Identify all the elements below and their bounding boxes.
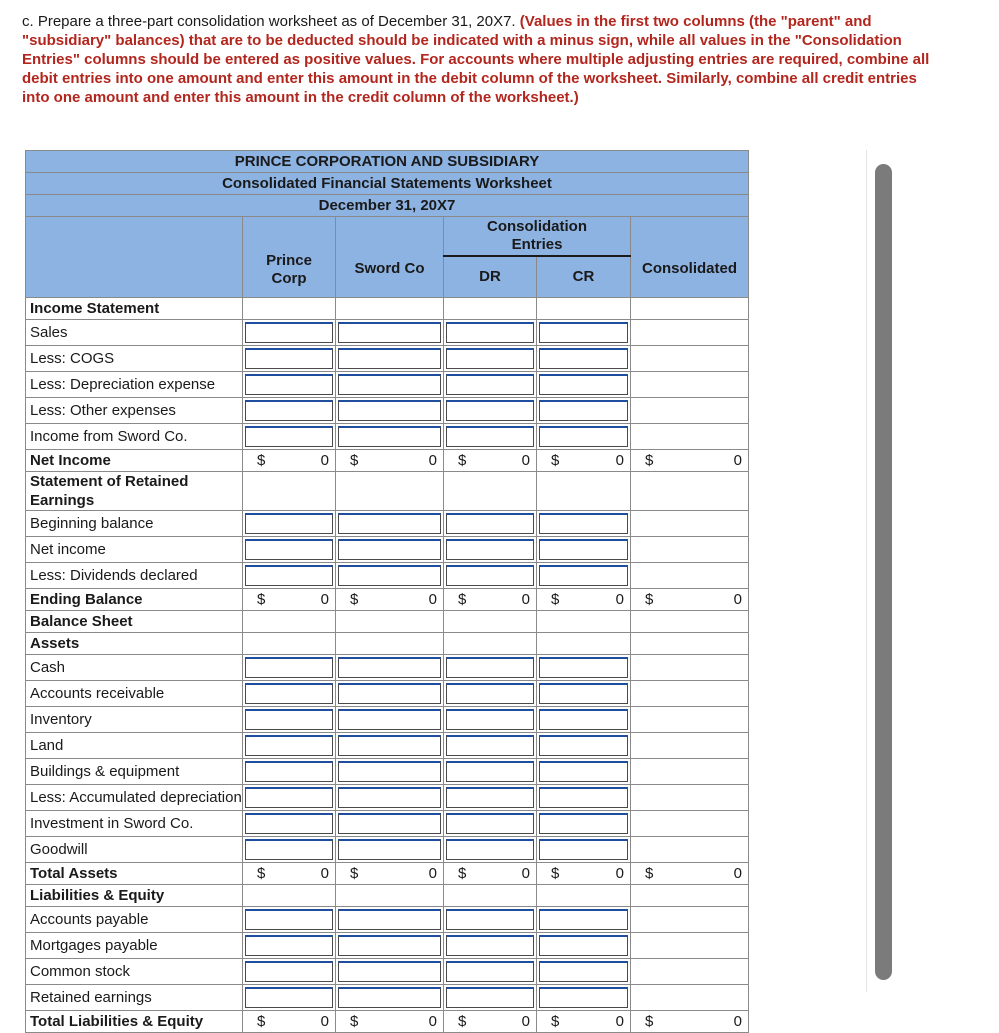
instructions-note: (Values in the first two columns (the "parent" and "subsidiary" balances) that are to be deducted should be indicated with a minus sign, while all values in the "Consolidation Entries" columns should be entered as positive values. For accounts where multiple adjusting entries are required, combine all debit entries into one amount and enter this amount in the debit column of the worksheet. Similarly, combine all credit entries into one amount and enter this amount in the credit column of the worksheet.) [22, 13, 930, 106]
currency-symbol: $ [458, 452, 467, 469]
consolidated-cogs [631, 346, 749, 372]
input-goodwill-dr[interactable] [446, 839, 534, 860]
blank-cell [243, 633, 336, 655]
blank-cell [631, 611, 749, 633]
input-begbal-sword[interactable] [338, 513, 441, 534]
net-income-prince: 0 [320, 452, 329, 469]
currency-symbol: $ [257, 865, 266, 882]
consolidated-accdep [631, 785, 749, 811]
col-header-prince [243, 217, 336, 298]
input-invest-cr[interactable] [539, 813, 628, 834]
blank-cell [537, 472, 631, 511]
total-cell [336, 1011, 444, 1033]
consolidated-cash [631, 655, 749, 681]
input-re-dr[interactable] [446, 987, 534, 1008]
total-le-cr: 0 [615, 1013, 624, 1030]
consolidated-ar [631, 681, 749, 707]
col-group-text: Consolidation Entries [487, 218, 587, 253]
col-header-sword: Sword Co [336, 217, 444, 298]
blank-cell [444, 633, 537, 655]
consolidated-begbal [631, 511, 749, 537]
input-ar-cr[interactable] [539, 683, 628, 704]
input-cash-prince[interactable] [245, 657, 333, 678]
currency-symbol: $ [257, 452, 266, 469]
input-cs-sword[interactable] [338, 961, 441, 982]
consolidated-ap [631, 907, 749, 933]
input-other-prince[interactable] [245, 400, 333, 421]
net-income-dr: 0 [521, 452, 530, 469]
header-label-cell [26, 217, 243, 298]
row-label-accounts-payable: Accounts payable [26, 907, 243, 933]
total-cell [537, 450, 631, 472]
blank-cell [631, 885, 749, 907]
input-accdep-sword[interactable] [338, 787, 441, 808]
input-land-cr[interactable] [539, 735, 628, 756]
input-cogs-prince[interactable] [245, 348, 333, 369]
currency-symbol: $ [551, 452, 560, 469]
input-cogs-cr[interactable] [539, 348, 628, 369]
input-mort-sword[interactable] [338, 935, 441, 956]
blank-cell [336, 885, 444, 907]
blank-cell [537, 298, 631, 320]
col-header-prince-text: Prince Corp [266, 252, 312, 287]
col-group-consolidation-entries [444, 217, 631, 257]
input-ar-dr[interactable] [446, 683, 534, 704]
input-cs-prince[interactable] [245, 961, 333, 982]
input-cash-cr[interactable] [539, 657, 628, 678]
row-label-goodwill: Goodwill [26, 837, 243, 863]
input-ap-sword[interactable] [338, 909, 441, 930]
input-other-sword[interactable] [338, 400, 441, 421]
total-cell [537, 863, 631, 885]
input-goodwill-sword[interactable] [338, 839, 441, 860]
section-assets: Assets [26, 633, 243, 655]
ending-balance-consolidated: 0 [733, 591, 742, 608]
blank-cell [444, 885, 537, 907]
blank-cell [444, 611, 537, 633]
currency-symbol: $ [350, 1013, 359, 1030]
input-sales-prince[interactable] [245, 322, 333, 343]
section-liabilities-equity: Liabilities & Equity [26, 885, 243, 907]
consolidated-sales [631, 320, 749, 346]
input-re-prince[interactable] [245, 987, 333, 1008]
input-inv-dr[interactable] [446, 709, 534, 730]
blank-cell [243, 298, 336, 320]
input-cs-dr[interactable] [446, 961, 534, 982]
currency-symbol: $ [645, 452, 654, 469]
row-label-land: Land [26, 733, 243, 759]
total-cell [537, 589, 631, 611]
row-label-mortgages-payable: Mortgages payable [26, 933, 243, 959]
row-label-net-income-re: Net income [26, 537, 243, 563]
total-cell [444, 589, 537, 611]
input-dep-sword[interactable] [338, 374, 441, 395]
input-cs-cr[interactable] [539, 961, 628, 982]
blank-cell [336, 298, 444, 320]
input-incsword-cr[interactable] [539, 426, 628, 447]
ending-balance-sword: 0 [428, 591, 437, 608]
input-incsword-dr[interactable] [446, 426, 534, 447]
currency-symbol: $ [257, 591, 266, 608]
row-label-accumulated-depreciation: Less: Accumulated depreciation [26, 785, 243, 811]
consolidated-cs [631, 959, 749, 985]
input-goodwill-prince[interactable] [245, 839, 333, 860]
row-label-sales: Sales [26, 320, 243, 346]
input-inv-sword[interactable] [338, 709, 441, 730]
currency-symbol: $ [458, 591, 467, 608]
input-div-prince[interactable] [245, 565, 333, 586]
total-assets-consolidated: 0 [733, 865, 742, 882]
blank-cell [537, 885, 631, 907]
input-re-sword[interactable] [338, 987, 441, 1008]
ending-balance-dr: 0 [521, 591, 530, 608]
input-other-dr[interactable] [446, 400, 534, 421]
total-assets-prince: 0 [320, 865, 329, 882]
total-cell [631, 863, 749, 885]
consolidated-land [631, 733, 749, 759]
input-ar-sword[interactable] [338, 683, 441, 704]
row-label-cash: Cash [26, 655, 243, 681]
input-ar-prince[interactable] [245, 683, 333, 704]
net-income-sword: 0 [428, 452, 437, 469]
row-label-buildings: Buildings & equipment [26, 759, 243, 785]
total-assets-dr: 0 [521, 865, 530, 882]
input-cogs-dr[interactable] [446, 348, 534, 369]
net-income-cr: 0 [615, 452, 624, 469]
total-cell [243, 1011, 336, 1033]
row-label-accounts-receivable: Accounts receivable [26, 681, 243, 707]
total-cell [336, 863, 444, 885]
blank-cell [336, 611, 444, 633]
total-cell [243, 863, 336, 885]
total-cell [243, 589, 336, 611]
input-invest-sword[interactable] [338, 813, 441, 834]
input-cash-sword[interactable] [338, 657, 441, 678]
input-incsword-sword[interactable] [338, 426, 441, 447]
row-label-investment-sword: Investment in Sword Co. [26, 811, 243, 837]
total-assets-sword: 0 [428, 865, 437, 882]
blank-cell [444, 472, 537, 511]
total-le-consolidated: 0 [733, 1013, 742, 1030]
col-header-consolidated: Consolidated [631, 217, 749, 298]
total-cell [631, 589, 749, 611]
total-cell [444, 863, 537, 885]
vertical-scrollbar[interactable] [866, 150, 900, 992]
input-invest-dr[interactable] [446, 813, 534, 834]
input-ni-cr[interactable] [539, 539, 628, 560]
input-dep-dr[interactable] [446, 374, 534, 395]
currency-symbol: $ [551, 1013, 560, 1030]
total-cell [631, 1011, 749, 1033]
total-cell [537, 1011, 631, 1033]
total-cell [444, 1011, 537, 1033]
consolidation-worksheet [25, 150, 749, 1033]
row-label-ending-balance: Ending Balance [26, 589, 243, 611]
input-div-sword[interactable] [338, 565, 441, 586]
row-label-beginning-balance: Beginning balance [26, 511, 243, 537]
input-bldg-cr[interactable] [539, 761, 628, 782]
input-mort-cr[interactable] [539, 935, 628, 956]
input-inv-cr[interactable] [539, 709, 628, 730]
blank-cell [631, 633, 749, 655]
blank-cell [243, 472, 336, 511]
total-assets-cr: 0 [615, 865, 624, 882]
input-bldg-prince[interactable] [245, 761, 333, 782]
row-label-income-sword: Income from Sword Co. [26, 424, 243, 450]
currency-symbol: $ [645, 591, 654, 608]
input-div-cr[interactable] [539, 565, 628, 586]
total-cell [243, 450, 336, 472]
input-mort-prince[interactable] [245, 935, 333, 956]
input-sales-dr[interactable] [446, 322, 534, 343]
blank-cell [444, 298, 537, 320]
input-ni-dr[interactable] [446, 539, 534, 560]
blank-cell [631, 472, 749, 511]
total-cell [336, 589, 444, 611]
input-div-dr[interactable] [446, 565, 534, 586]
row-label-net-income: Net Income [26, 450, 243, 472]
input-cogs-sword[interactable] [338, 348, 441, 369]
row-label-common-stock: Common stock [26, 959, 243, 985]
col-header-dr: DR [444, 256, 537, 298]
input-cash-dr[interactable] [446, 657, 534, 678]
blank-cell [243, 611, 336, 633]
currency-symbol: $ [551, 591, 560, 608]
section-income-statement: Income Statement [26, 298, 243, 320]
ending-balance-prince: 0 [320, 591, 329, 608]
input-land-prince[interactable] [245, 735, 333, 756]
input-ni-prince[interactable] [245, 539, 333, 560]
ending-balance-cr: 0 [615, 591, 624, 608]
row-label-dividends: Less: Dividends declared [26, 563, 243, 589]
consolidated-ni [631, 537, 749, 563]
input-ap-dr[interactable] [446, 909, 534, 930]
total-cell [336, 450, 444, 472]
input-inv-prince[interactable] [245, 709, 333, 730]
consolidated-re [631, 985, 749, 1011]
blank-cell [537, 611, 631, 633]
input-begbal-prince[interactable] [245, 513, 333, 534]
blank-cell [631, 298, 749, 320]
total-le-sword: 0 [428, 1013, 437, 1030]
input-bldg-dr[interactable] [446, 761, 534, 782]
input-begbal-dr[interactable] [446, 513, 534, 534]
section-retained-earnings: Statement of Retained Earnings [26, 472, 243, 511]
row-label-depreciation: Less: Depreciation expense [26, 372, 243, 398]
total-cell [444, 450, 537, 472]
consolidated-other [631, 398, 749, 424]
currency-symbol: $ [350, 452, 359, 469]
input-goodwill-cr[interactable] [539, 839, 628, 860]
currency-symbol: $ [257, 1013, 266, 1030]
worksheet-title-company: PRINCE CORPORATION AND SUBSIDIARY [26, 151, 749, 173]
currency-symbol: $ [458, 865, 467, 882]
net-income-consolidated: 0 [733, 452, 742, 469]
blank-cell [336, 633, 444, 655]
input-accdep-cr[interactable] [539, 787, 628, 808]
currency-symbol: $ [551, 865, 560, 882]
col-header-cr: CR [537, 256, 631, 298]
consolidated-mort [631, 933, 749, 959]
scrollbar-thumb[interactable] [875, 164, 892, 980]
consolidated-goodwill [631, 837, 749, 863]
total-le-prince: 0 [320, 1013, 329, 1030]
currency-symbol: $ [350, 591, 359, 608]
blank-cell [243, 885, 336, 907]
blank-cell [336, 472, 444, 511]
instructions [22, 12, 932, 107]
row-label-inventory: Inventory [26, 707, 243, 733]
input-land-sword[interactable] [338, 735, 441, 756]
currency-symbol: $ [645, 865, 654, 882]
section-balance-sheet: Balance Sheet [26, 611, 243, 633]
input-incsword-prince[interactable] [245, 426, 333, 447]
row-label-total-le: Total Liabilities & Equity [26, 1011, 243, 1033]
input-accdep-prince[interactable] [245, 787, 333, 808]
input-land-dr[interactable] [446, 735, 534, 756]
consolidated-invest [631, 811, 749, 837]
input-re-cr[interactable] [539, 987, 628, 1008]
input-other-cr[interactable] [539, 400, 628, 421]
input-accdep-dr[interactable] [446, 787, 534, 808]
input-mort-dr[interactable] [446, 935, 534, 956]
input-ap-cr[interactable] [539, 909, 628, 930]
consolidated-bldg [631, 759, 749, 785]
input-sales-sword[interactable] [338, 322, 441, 343]
total-cell [631, 450, 749, 472]
input-begbal-cr[interactable] [539, 513, 628, 534]
worksheet-title-date: December 31, 20X7 [26, 195, 749, 217]
instructions-prefix: c. Prepare a three-part consolidation worksheet as of December 31, 20X7. [22, 13, 516, 30]
input-ap-prince[interactable] [245, 909, 333, 930]
currency-symbol: $ [645, 1013, 654, 1030]
currency-symbol: $ [458, 1013, 467, 1030]
row-label-retained-earnings: Retained earnings [26, 985, 243, 1011]
consolidated-incsword [631, 424, 749, 450]
input-bldg-sword[interactable] [338, 761, 441, 782]
blank-cell [537, 633, 631, 655]
row-label-other-expenses: Less: Other expenses [26, 398, 243, 424]
input-sales-cr[interactable] [539, 322, 628, 343]
input-dep-cr[interactable] [539, 374, 628, 395]
input-dep-prince[interactable] [245, 374, 333, 395]
input-invest-prince[interactable] [245, 813, 333, 834]
consolidated-inv [631, 707, 749, 733]
row-label-cogs: Less: COGS [26, 346, 243, 372]
row-label-total-assets: Total Assets [26, 863, 243, 885]
consolidated-dep [631, 372, 749, 398]
input-ni-sword[interactable] [338, 539, 441, 560]
total-le-dr: 0 [521, 1013, 530, 1030]
consolidated-div [631, 563, 749, 589]
currency-symbol: $ [350, 865, 359, 882]
worksheet-title-statement: Consolidated Financial Statements Worksheet [26, 173, 749, 195]
